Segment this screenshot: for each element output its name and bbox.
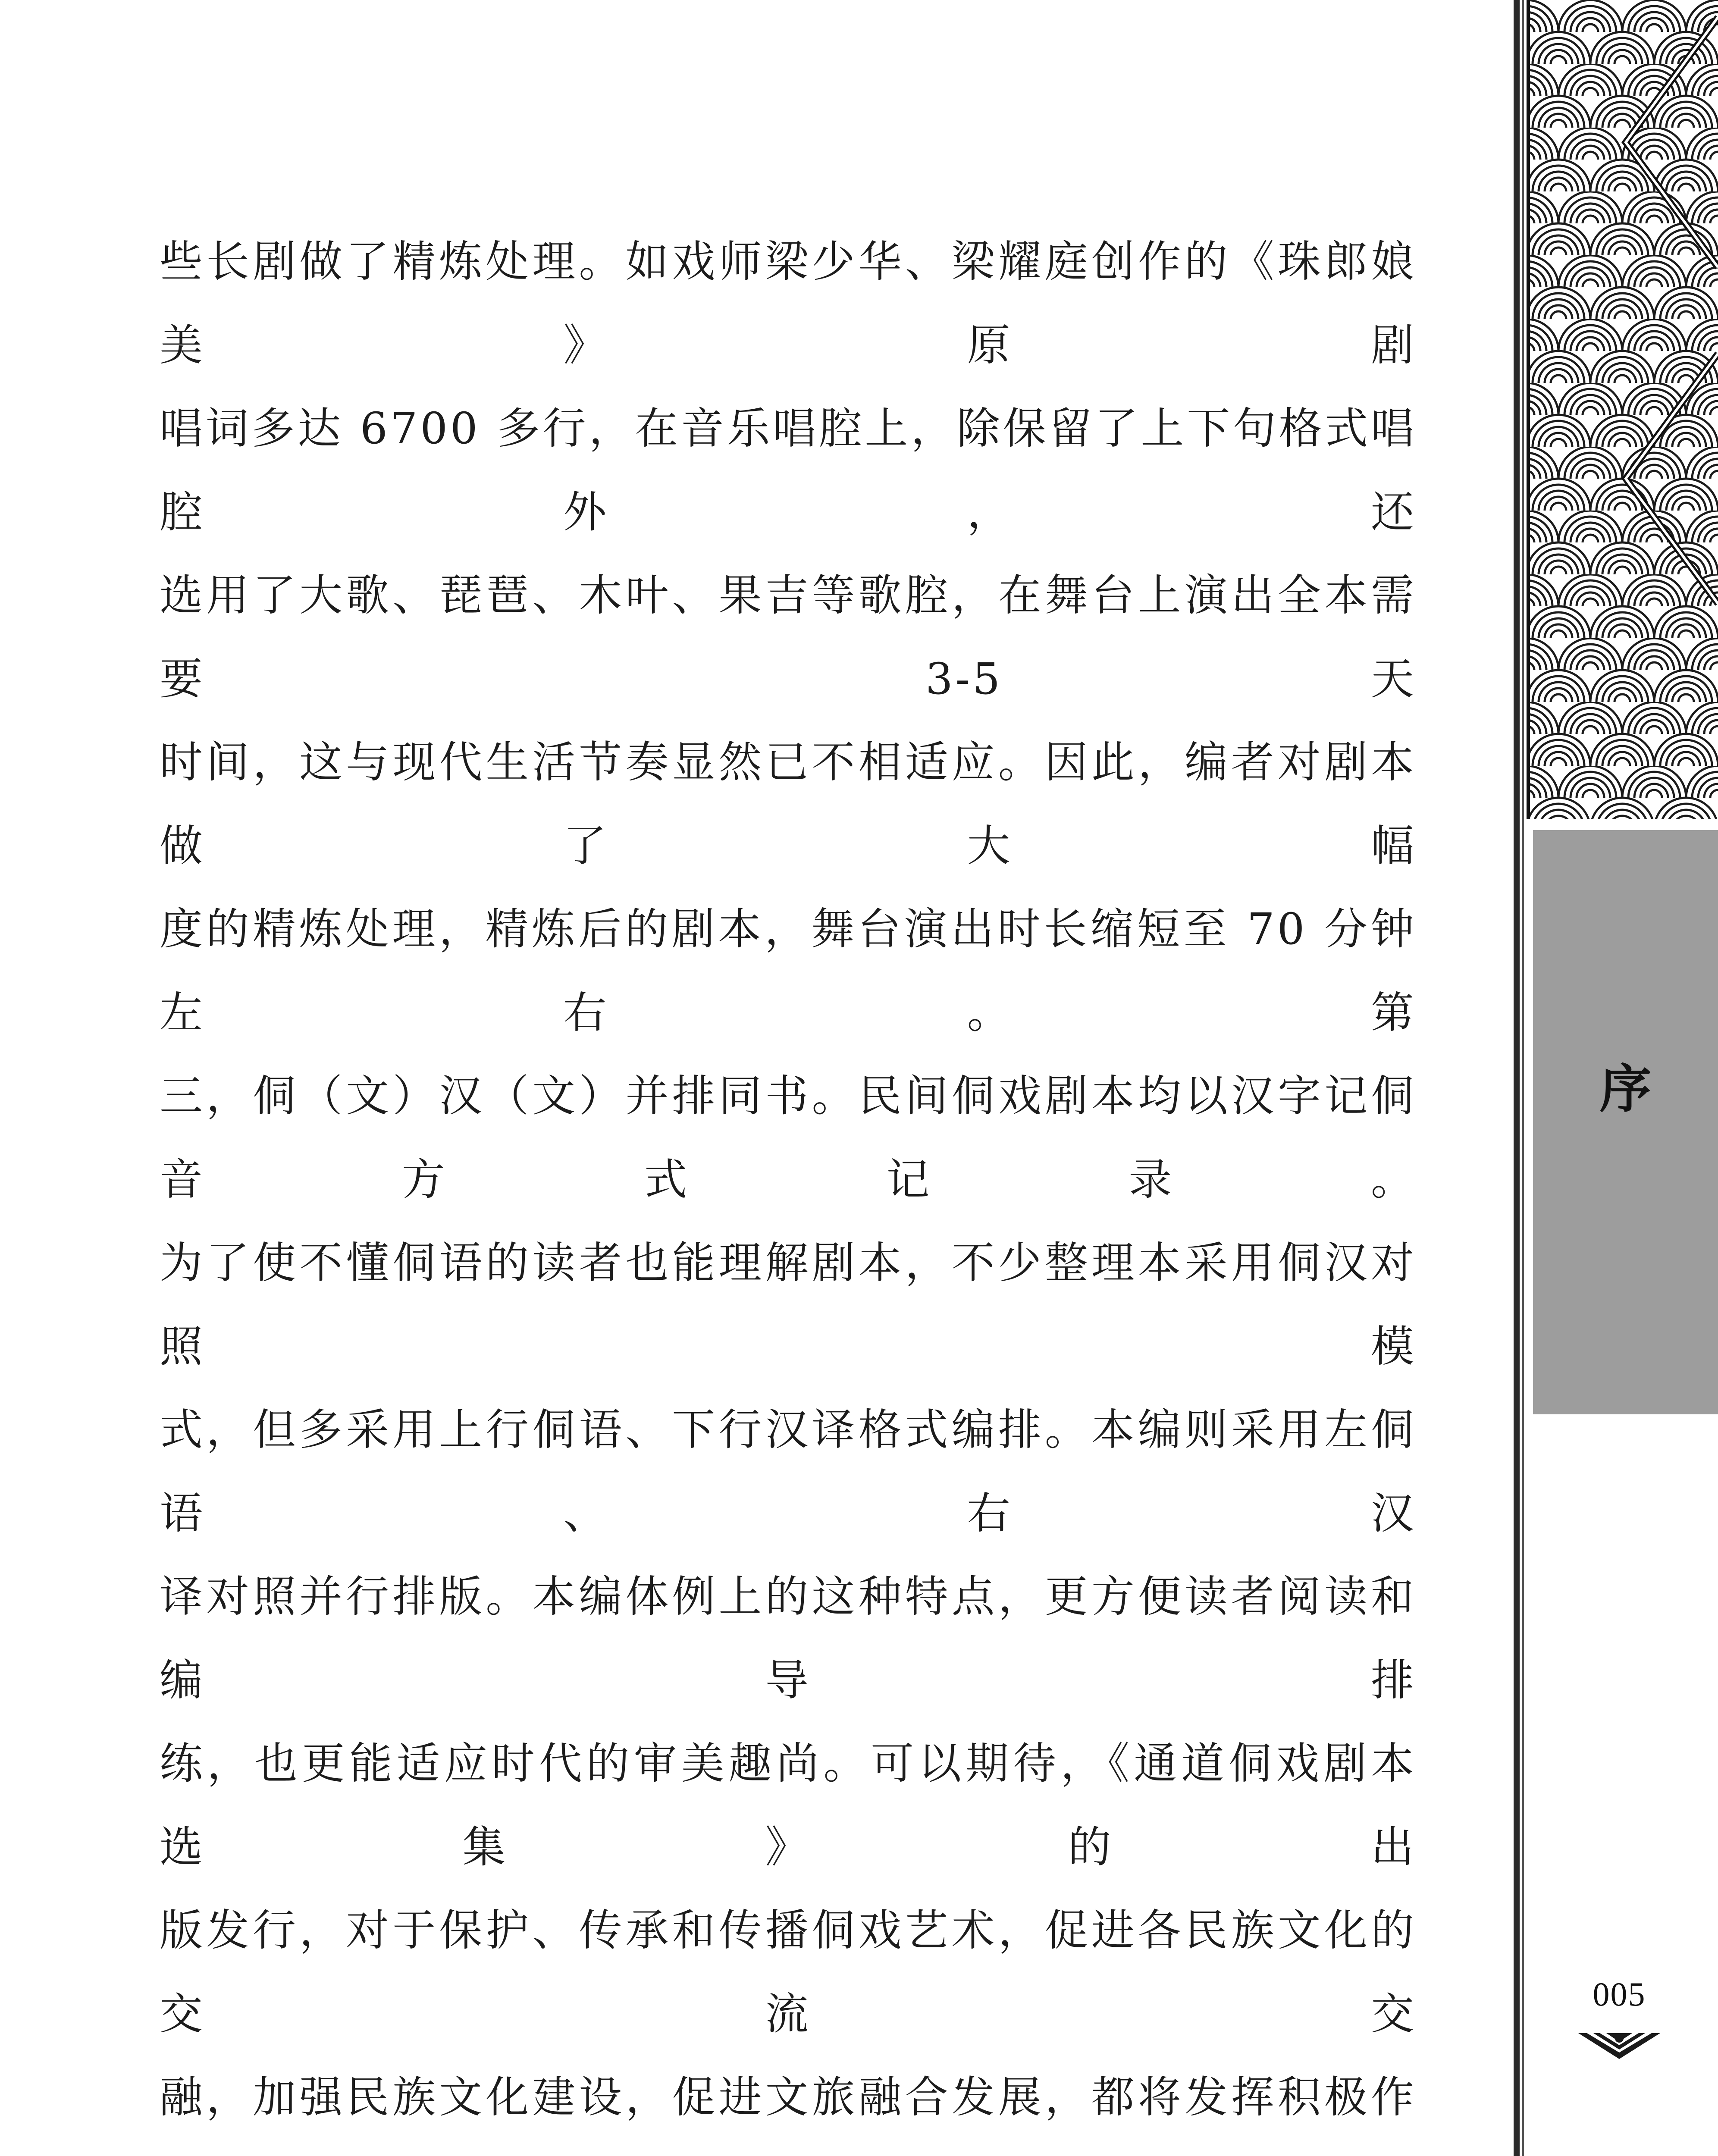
section-label: 序: [1599, 1059, 1652, 1119]
page-number: 005: [1593, 1975, 1646, 2013]
section-tab: [1533, 830, 1718, 1414]
margin-rule-thin: [1522, 0, 1524, 2156]
text-line: 版发行，对于保护、传承和传播侗戏艺术，促进各民族文化的交流交: [160, 1905, 1417, 2039]
page-number-ornament-icon: [1552, 2029, 1686, 2063]
text-line: 译对照并行排版。本编体例上的这种特点，更方便读者阅读和编导排: [160, 1571, 1417, 1705]
text-line: 三，侗（文）汉（文）并排同书。民间侗戏剧本均以汉字记侗音方式记录。: [160, 1071, 1417, 1205]
text-line: 时间，这与现代生活节奏显然已不相适应。因此，编者对剧本做了大幅: [160, 737, 1417, 871]
text-line: 练，也更能适应时代的审美趣尚。可以期待，《通道侗戏剧本选集》的出: [160, 1738, 1417, 1872]
paragraph-1-last-line: [160, 2056, 1417, 2156]
body-text: [160, 220, 1417, 2156]
text-line: 选用了大歌、琵琶、木叶、果吉等歌腔，在舞台上演出全本需要 3-5 天: [160, 570, 1417, 704]
text-line: 融，加强民族文化建设，促进文旅融合发展，都将发挥积极作: [160, 2072, 1417, 2122]
text-line: 度的精炼处理，精炼后的剧本，舞台演出时长缩短至 70 分钟左右。第: [160, 904, 1417, 1038]
text-line: 些长剧做了精炼处理。如戏师梁少华、梁耀庭创作的《珠郎娘美》原剧: [160, 236, 1417, 370]
text-line: 为了使不懂侗语的读者也能理解剧本，不少整理本采用侗汉对照模: [160, 1238, 1417, 1372]
text-line: 式，但多采用上行侗语、下行汉译格式编排。本编则采用左侗语、右汉: [160, 1404, 1417, 1539]
cloud-ornament-band: [1527, 0, 1718, 819]
text-line: 唱词多达 6700 多行，在音乐唱腔上，除保留了上下句格式唱腔外，还: [160, 403, 1417, 537]
margin-rule: [1514, 0, 1520, 2156]
paragraph-1: [160, 220, 1417, 2056]
cloud-pattern-icon: [1527, 0, 1718, 819]
